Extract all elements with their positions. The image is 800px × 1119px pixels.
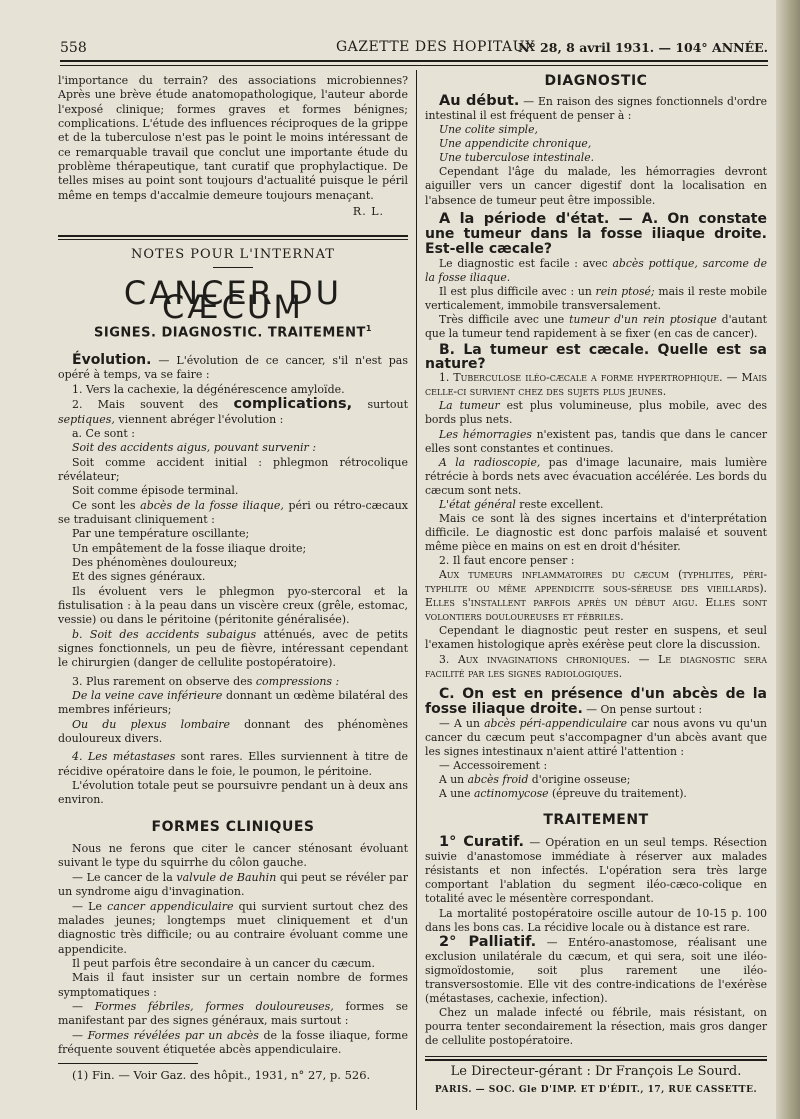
paragraph: Ou du plexus lombaire donnant des phénomènes douloureux divers. (58, 717, 408, 746)
paragraph: Très difficile avec une tumeur d'un rein ptosique d'autant que la tumeur tend rapidement à se fixer (en cas de cancer). (425, 313, 768, 341)
paragraph: Le diagnostic est facile : avec abcès pottique, sarcome de la fosse iliaque. (425, 256, 767, 284)
paragraph: Un empâtement de la fosse iliaque droite; (72, 541, 307, 555)
paragraph: 1° Curatif. — Opération en un seul temps. Résection suivie d'anastomose immédiate à réserver aux malades résistants et non infectés. L'opération sera très large comportant l'ablation du segment iléo-cæco-colique en totalité avec le mésentère correspondant. (425, 834, 767, 906)
paragraph: Il est plus difficile avec : un rein ptosé; mais il reste mobile verticalement, immobile transversalement. (425, 284, 767, 312)
paragraph: 1. Vers la cachexie, la dégénérescence amyloïde. (72, 382, 345, 396)
paragraph: — Le cancer de la valvule de Bauhin qui peut se révéler par un syndrome aigu d'invagination. (58, 870, 408, 899)
paragraph: La tumeur est plus volumineuse, plus mobile, avec des bords plus nets. (425, 399, 768, 427)
paragraph: 2. Il faut encore penser : (439, 554, 575, 568)
paragraph: 2. Mais souvent des complications, surtout septiques, viennent abréger l'évolution : (58, 396, 408, 426)
paragraph: Ce sont les abcès de la fosse iliaque, péri ou rétro-cæcaux se traduisant cliniquement : (58, 498, 408, 526)
diagnostic-heading: DIAGNOSTIC (544, 73, 648, 89)
paragraph: A la période d'état. — A. On constate une tumeur dans la fosse iliaque droite. Est-elle cæcale? (425, 210, 767, 257)
page-number: 558 (60, 40, 87, 56)
paragraph: b. Soit des accidents subaigus atténués, avec de petits signes fonctionnels, un peu de fièvre, intéressant cependant le chirurgien (danger de cellulite postopératoire). (58, 627, 408, 670)
footnote-rule (58, 1063, 198, 1064)
paragraph: Cependant l'âge du malade, les hémorragies devront aiguiller vers un cancer digestif dont la localisation en l'absence de tumeur peut être impossible. (425, 165, 767, 207)
section-rule (58, 235, 408, 237)
paragraph: 1. Tuberculose iléo-cæcale a forme hypertrophique. — Mais celle-ci survient chez des sujets plus jeunes. (425, 371, 767, 399)
paragraph: Ils évoluent vers le phlegmon pyo-stercoral et la fistulisation : à la peau dans un viscère creux (grêle, estomac, vessie) ou dans le péritoine (péritonite généralisée). (58, 584, 408, 627)
director-rule-thick (425, 1059, 767, 1061)
paragraph: 3. Aux invaginations chroniques. — Le diagnostic sera facilité par les signes radiologiques. (425, 652, 767, 680)
paragraph: Une tuberculose intestinale. (439, 151, 595, 165)
paragraph: 3. Plus rarement on observe des compressions : (72, 674, 340, 688)
paragraph: Soit des accidents aigus, pouvant survenir : (72, 441, 317, 455)
paragraph: — Accessoirement : (439, 758, 548, 772)
paragraph: A un abcès froid d'origine osseuse; (439, 773, 631, 786)
paragraph: Mais il faut insister sur un certain nombre de formes symptomatiques : (58, 971, 408, 999)
paragraph: a. Ce sont : (72, 426, 135, 440)
paragraph: — Formes révélées par un abcès de la fosse iliaque, forme fréquente souvent étiquetée abcès appendiculaire. (58, 1028, 408, 1056)
director-rule (425, 1056, 767, 1057)
paragraph: 4. Les métastases sont rares. Elles surviennent à titre de récidive opératoire dans le foie, le poumon, le péritoine. (58, 750, 408, 778)
paragraph: Il peut parfois être secondaire à un cancer du cæcum. (72, 956, 375, 970)
page-header (60, 36, 768, 62)
paragraph: Les hémorragies n'existent pas, tandis que dans le cancer elles sont constantes et continues. (425, 427, 768, 455)
evolution-paragraph: Évolution. — L'évolution de ce cancer, s'il n'est pas opéré à temps, va se faire : (58, 352, 408, 382)
paragraph: Nous ne ferons que citer le cancer sténosant évoluant suivant le type du squirrhe du côlon gauche. (58, 842, 408, 870)
article-title: CANCER DU CÆCUM (123, 273, 343, 327)
issue-info: N° 28, 8 avril 1931. — 104° ANNÉE. (518, 40, 768, 55)
paragraph: Et des signes généraux. (72, 570, 206, 584)
paragraph: L'état général reste excellent. (439, 497, 604, 511)
header-rule (60, 65, 768, 66)
paragraph: — Formes fébriles, formes douloureuses, formes se manifestant par des signes généraux, mais surtout : (58, 999, 408, 1028)
paragraph: C. On est en présence d'un abcès de la fosse iliaque droite. — On pense surtout : (425, 685, 767, 717)
page-edge (776, 0, 800, 1119)
paragraph: Chez un malade infecté ou fébrile, mais résistant, on pourra tenter secondairement la résection, mais gros danger de cellulite postopératoire. (425, 1005, 767, 1048)
journal-title: GAZETTE DES HOPITAUX (336, 39, 536, 55)
paragraph: Soit comme accident initial : phlegmon rétrocolique révélateur; (58, 455, 408, 483)
paragraph: Des phénomènes douloureux; (72, 555, 238, 569)
paragraph: Une appendicite chronique, (439, 137, 592, 151)
left-column (58, 74, 408, 1083)
paragraph: Au début. — En raison des signes fonctionnels d'ordre intestinal il est fréquent de penser à : (425, 93, 767, 123)
paragraph: La mortalité postopératoire oscille autour de 10-15 p. 100 dans les bons cas. La récidive locale ou à distance est rare. (425, 906, 767, 934)
printer-imprint: PARIS. — SOC. Gle D'IMP. ET D'ÉDIT., 17, RUE CASSETTE. (434, 1085, 758, 1096)
formes-heading: FORMES CLINIQUES (151, 818, 315, 835)
paragraph: B. La tumeur est cæcale. Quelle est sa nature? (425, 342, 767, 373)
footnote: (1) Fin. — Voir Gaz. des hôpit., 1931, n° 27, p. 526. (72, 1068, 371, 1083)
director-credit: Le Directeur-gérant : Dr François Le Sourd. (450, 1064, 742, 1080)
notes-heading: NOTES POUR L'INTERNAT (131, 247, 335, 263)
paragraph: — A un abcès péri-appendiculaire car nous avons vu qu'un cancer du cæcum peut s'accompagner d'un abcès avant que les signes intestinaux n'aient attiré l'attention : (425, 716, 767, 758)
paragraph: Aux tumeurs inflammatoires du cæcum (typhlites, péri-typhlite ou même appendicite sous-séreuse des vieillards). Elles s'installent parfois après un début aigu. Elles sont volontiers douloureuses et fébriles. (425, 568, 767, 624)
paragraph: Soit comme épisode terminal. (72, 484, 239, 498)
paragraph: A une actinomycose (épreuve du traitement). (439, 787, 687, 801)
short-rule (213, 267, 253, 268)
paragraph: Une colite simple, (439, 123, 538, 137)
article-subtitle: SIGNES. DIAGNOSTIC. TRAITEMENT$^1$ (94, 324, 372, 341)
column-divider (416, 70, 417, 1110)
paragraph: 2° Palliatif. — Entéro-anastomose, réalisant une exclusion unilatérale du cæcum, et qui sera, soit une iléo-sigmoïdostomie, soit plus rarement une iléo-transversostomie. Elle vit des contre-indications de l'exérèse (métastases, cachexie, infection). (425, 933, 768, 1005)
paragraph: L'évolution totale peut se poursuivre pendant un à deux ans environ. (58, 779, 408, 807)
paragraph: — Le cancer appendiculaire qui survient surtout chez des malades jeunes; longtemps muet cliniquement et d'un diagnostic très difficile; ou au contraire évoluant comme une appendicite. (58, 899, 408, 956)
paragraph: De la veine cave inférieure donnant un œdème bilatéral des membres inférieurs; (58, 689, 408, 717)
paragraph: Par une température oscillante; (72, 527, 250, 541)
paragraph: Cependant le diagnostic peut rester en suspens, et seul l'examen histologique après exérèse peut clore la discussion. (425, 624, 767, 652)
paragraph: Mais ce sont là des signes incertains et d'interprétation difficile. Le diagnostic est donc parfois malaisé et souvent même pièce en mains on est en droit d'hésiter. (425, 511, 767, 553)
section-rule-thin (58, 239, 408, 240)
review-signature: R. L. (352, 205, 384, 219)
paragraph: A la radioscopie, pas d'image lacunaire, mais lumière rétrécie à bords nets avec évacuation accélérée. Les bords du cæcum sont nets. (425, 455, 767, 497)
traitement-heading: TRAITEMENT (543, 812, 649, 829)
review-text: l'importance du terrain? des associations microbiennes? Après une brève étude anatomopathologique, l'auteur aborde l'exposé clinique; formes graves et formes bénignes; complications. L'étude des influences réciproques de la grippe et de la tuberculose n'est pas le point le moins intéressant de ce remarquable travail que conclut une importante étude du problème thérapeutique, tant curatif que prophylactique. De telles mises au point sont toujours d'actualité puisque le péril même en temps d'accalmie demeure toujours menaçant. (58, 74, 408, 202)
right-column (425, 74, 767, 1097)
